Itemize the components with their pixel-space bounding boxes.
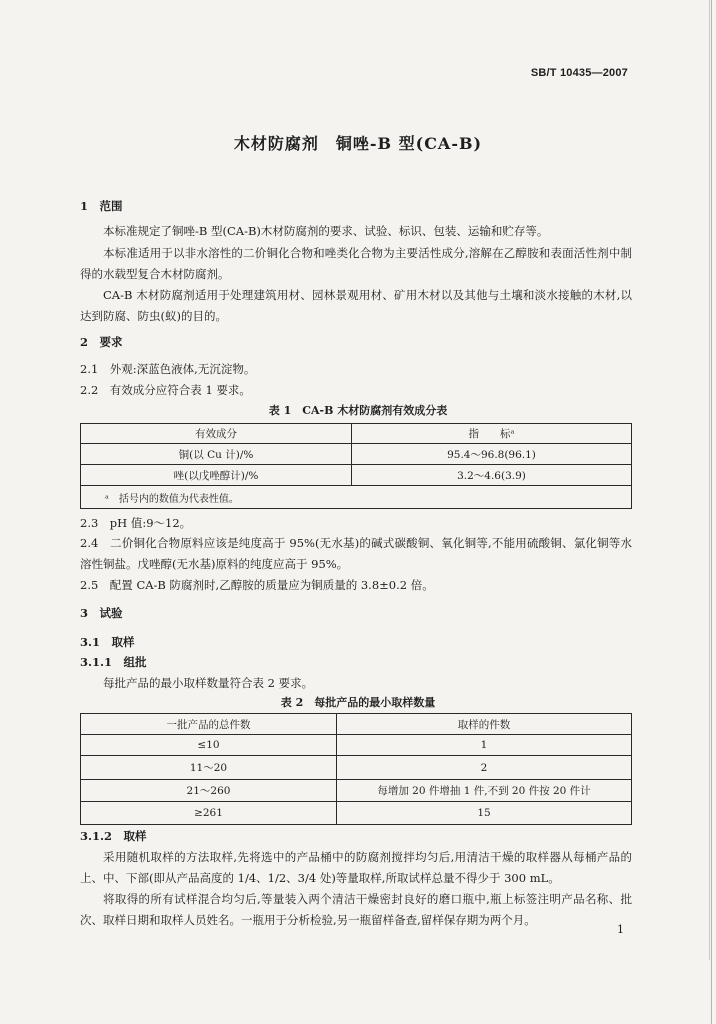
table-1-caption: 表 1 CA-B 木材防腐剂有效成分表: [268, 404, 448, 417]
item-2-3: 2.3 pH 值:9～12。: [80, 516, 192, 530]
table-1: [80, 423, 632, 509]
sampling-paragraph-1: 采用随机取样的方法取样,先将选中的产品桶中的防腐剂搅拌均匀后,用清洁干燥的取样器从每桶产品的上、中、下部(即从产品高度的 1/4、1/2、3/4 处)等量取样,所取试样总量不得少于 300 mL。: [80, 850, 632, 885]
standard-number: SB/T 10435—2007: [530, 67, 628, 79]
table-row: [81, 735, 632, 756]
scope-paragraph-1: 本标准规定了铜唑-B 型(CA-B)木材防腐剂的要求、试验、标识、包装、运输和贮存等。: [103, 224, 549, 238]
section-3-1-heading: 3.1 取样: [80, 635, 135, 649]
table-2-header-samples: 取样的件数: [337, 714, 632, 735]
table-row: [81, 465, 632, 486]
item-2-4: 2.4 二价铜化合物原料应该是纯度高于 95%(无水基)的碱式碳酸铜、氧化铜等,不能用硫酸铜、氯化铜等水溶性铜盐。戊唑醇(无水基)原料的纯度应高于 95%。: [80, 536, 632, 571]
table-2-cell: ≤10: [81, 735, 337, 756]
table-2-cell: 21～260: [81, 780, 337, 802]
table-row: [81, 756, 632, 780]
table-2: [80, 713, 632, 825]
table-1-header-component: 有效成分: [81, 424, 352, 444]
sampling-paragraph-2: 将取得的所有试样混合均匀后,等量装入两个清洁干燥密封良好的磨口瓶中,瓶上标签注明产品名称、批次、取样日期和取样人员姓名。一瓶用于分析检验,另一瓶留样备查,留样保存期为两个月。: [80, 892, 632, 927]
section-1-heading: 1 范围: [80, 199, 123, 213]
table-2-caption: 表 2 每批产品的最小取样数量: [280, 696, 436, 709]
section-2-heading: 2 要求: [80, 335, 123, 349]
table-row: [81, 444, 632, 465]
table-1-header-spec: 指 标ᵃ: [352, 424, 632, 444]
table-1-cell: 唑(以戊唑醇计)/%: [81, 465, 352, 486]
table-1-cell: 95.4～96.8(96.1): [352, 444, 632, 465]
table-2-cell: ≥261: [81, 802, 337, 825]
table-1-footnote: ᵃ 括号内的数值为代表性值。: [81, 486, 632, 509]
table-1-cell: 3.2～4.6(3.9): [352, 465, 632, 486]
table-2-cell: 1: [337, 735, 632, 756]
document-title: 木材防腐剂 铜唑-B 型(CA-B): [233, 134, 483, 153]
table-2-cell: 11～20: [81, 756, 337, 780]
table-2-cell: 每增加 20 件增抽 1 件,不到 20 件按 20 件计: [337, 780, 632, 802]
table-2-cell: 2: [337, 756, 632, 780]
table-1-cell: 铜(以 Cu 计)/%: [81, 444, 352, 465]
scope-paragraph-2: 本标准适用于以非水溶性的二价铜化合物和唑类化合物为主要活性成分,溶解在乙醇胺和表面活性剂中制得的水载型复合木材防腐剂。: [80, 246, 632, 281]
page-number: 1: [617, 923, 624, 936]
section-3-1-1-heading: 3.1.1 组批: [80, 655, 147, 669]
table-row: [81, 780, 632, 802]
section-3-1-2-heading: 3.1.2 取样: [80, 829, 147, 843]
item-2-1: 2.1 外观:深蓝色液体,无沉淀物。: [80, 362, 256, 376]
table-2-header-total: 一批产品的总件数: [81, 714, 337, 735]
table-row: [81, 802, 632, 825]
item-2-2: 2.2 有效成分应符合表 1 要求。: [80, 383, 251, 397]
batch-paragraph: 每批产品的最小取样数量符合表 2 要求。: [103, 676, 314, 690]
section-3-heading: 3 试验: [80, 606, 123, 620]
table-2-cell: 15: [337, 802, 632, 825]
scope-paragraph-3: CA-B 木材防腐剂适用于处理建筑用材、园林景观用材、矿用木材以及其他与土壤和淡水接触的木材,以达到防腐、防虫(蚁)的目的。: [80, 288, 632, 323]
item-2-5: 2.5 配置 CA-B 防腐剂时,乙醇胺的质量应为铜质量的 3.8±0.2 倍。: [80, 578, 434, 592]
